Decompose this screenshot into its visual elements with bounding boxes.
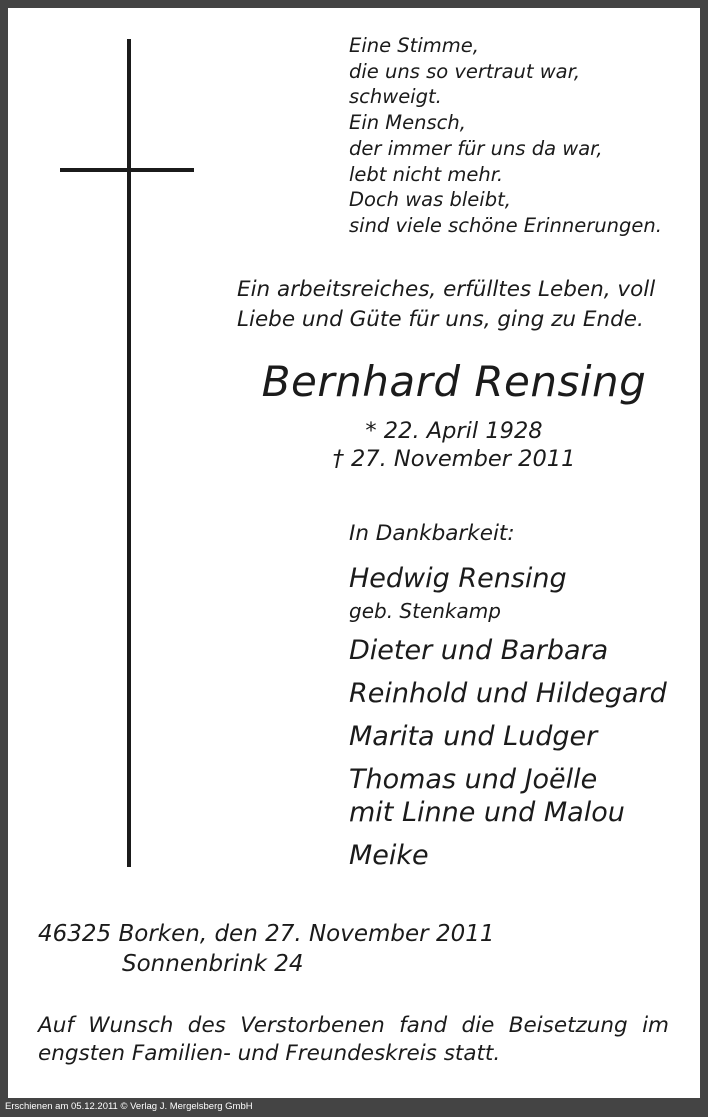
mourners-intro: In Dankbarkeit:: [349, 521, 515, 546]
mourner-spouse-maiden-name: geb. Stenkamp: [349, 599, 501, 623]
place-date: 46325 Borken, den 27. November 2011: [38, 921, 495, 947]
closing-note: Auf Wunsch des Verstorbenen fand die Beisetzung im engsten Familien- und Freundeskreis statt.: [38, 1013, 669, 1066]
death-date: † 27. November 2011: [332, 446, 576, 472]
life-text-line: Ein arbeitsreiches, erfülltes Leben, voll: [237, 277, 656, 302]
mourner-family: Reinhold und Hildegard: [349, 678, 667, 709]
poem-line: Doch was bleibt,: [349, 188, 511, 212]
life-text: [237, 275, 655, 335]
poem-line: Ein Mensch,: [349, 111, 466, 135]
cross-icon-beam: [60, 168, 194, 172]
mourner-family: Marita und Ludger: [349, 721, 598, 752]
birth-date: * 22. April 1928: [365, 418, 543, 444]
poem-line: Eine Stimme,: [349, 34, 479, 57]
mourner-family: Meike: [349, 840, 429, 871]
poem-line: die uns so vertraut war,: [349, 59, 581, 83]
mourner-spouse: Hedwig Rensing: [349, 563, 567, 594]
poem: [349, 33, 662, 239]
poem-line: schweigt.: [349, 85, 442, 109]
life-text-line: Liebe und Güte für uns, ging zu Ende.: [237, 307, 644, 332]
mourner-family: Dieter und Barbara: [349, 635, 609, 666]
poem-line: sind viele schöne Erinnerungen.: [349, 213, 662, 237]
mourner-family-children: mit Linne und Malou: [349, 797, 625, 828]
poem-line: der immer für uns da war,: [349, 136, 603, 160]
publication-footer: Erschienen am 05.12.2011 © Verlag J. Mergelsberg GmbH: [5, 1101, 253, 1112]
street-address: Sonnenbrink 24: [122, 951, 304, 977]
deceased-name: Bernhard Rensing: [261, 357, 647, 406]
poem-line: lebt nicht mehr.: [349, 162, 504, 186]
mourner-family: Thomas und Joëlle: [349, 764, 598, 795]
obituary-notice: [8, 8, 700, 1098]
